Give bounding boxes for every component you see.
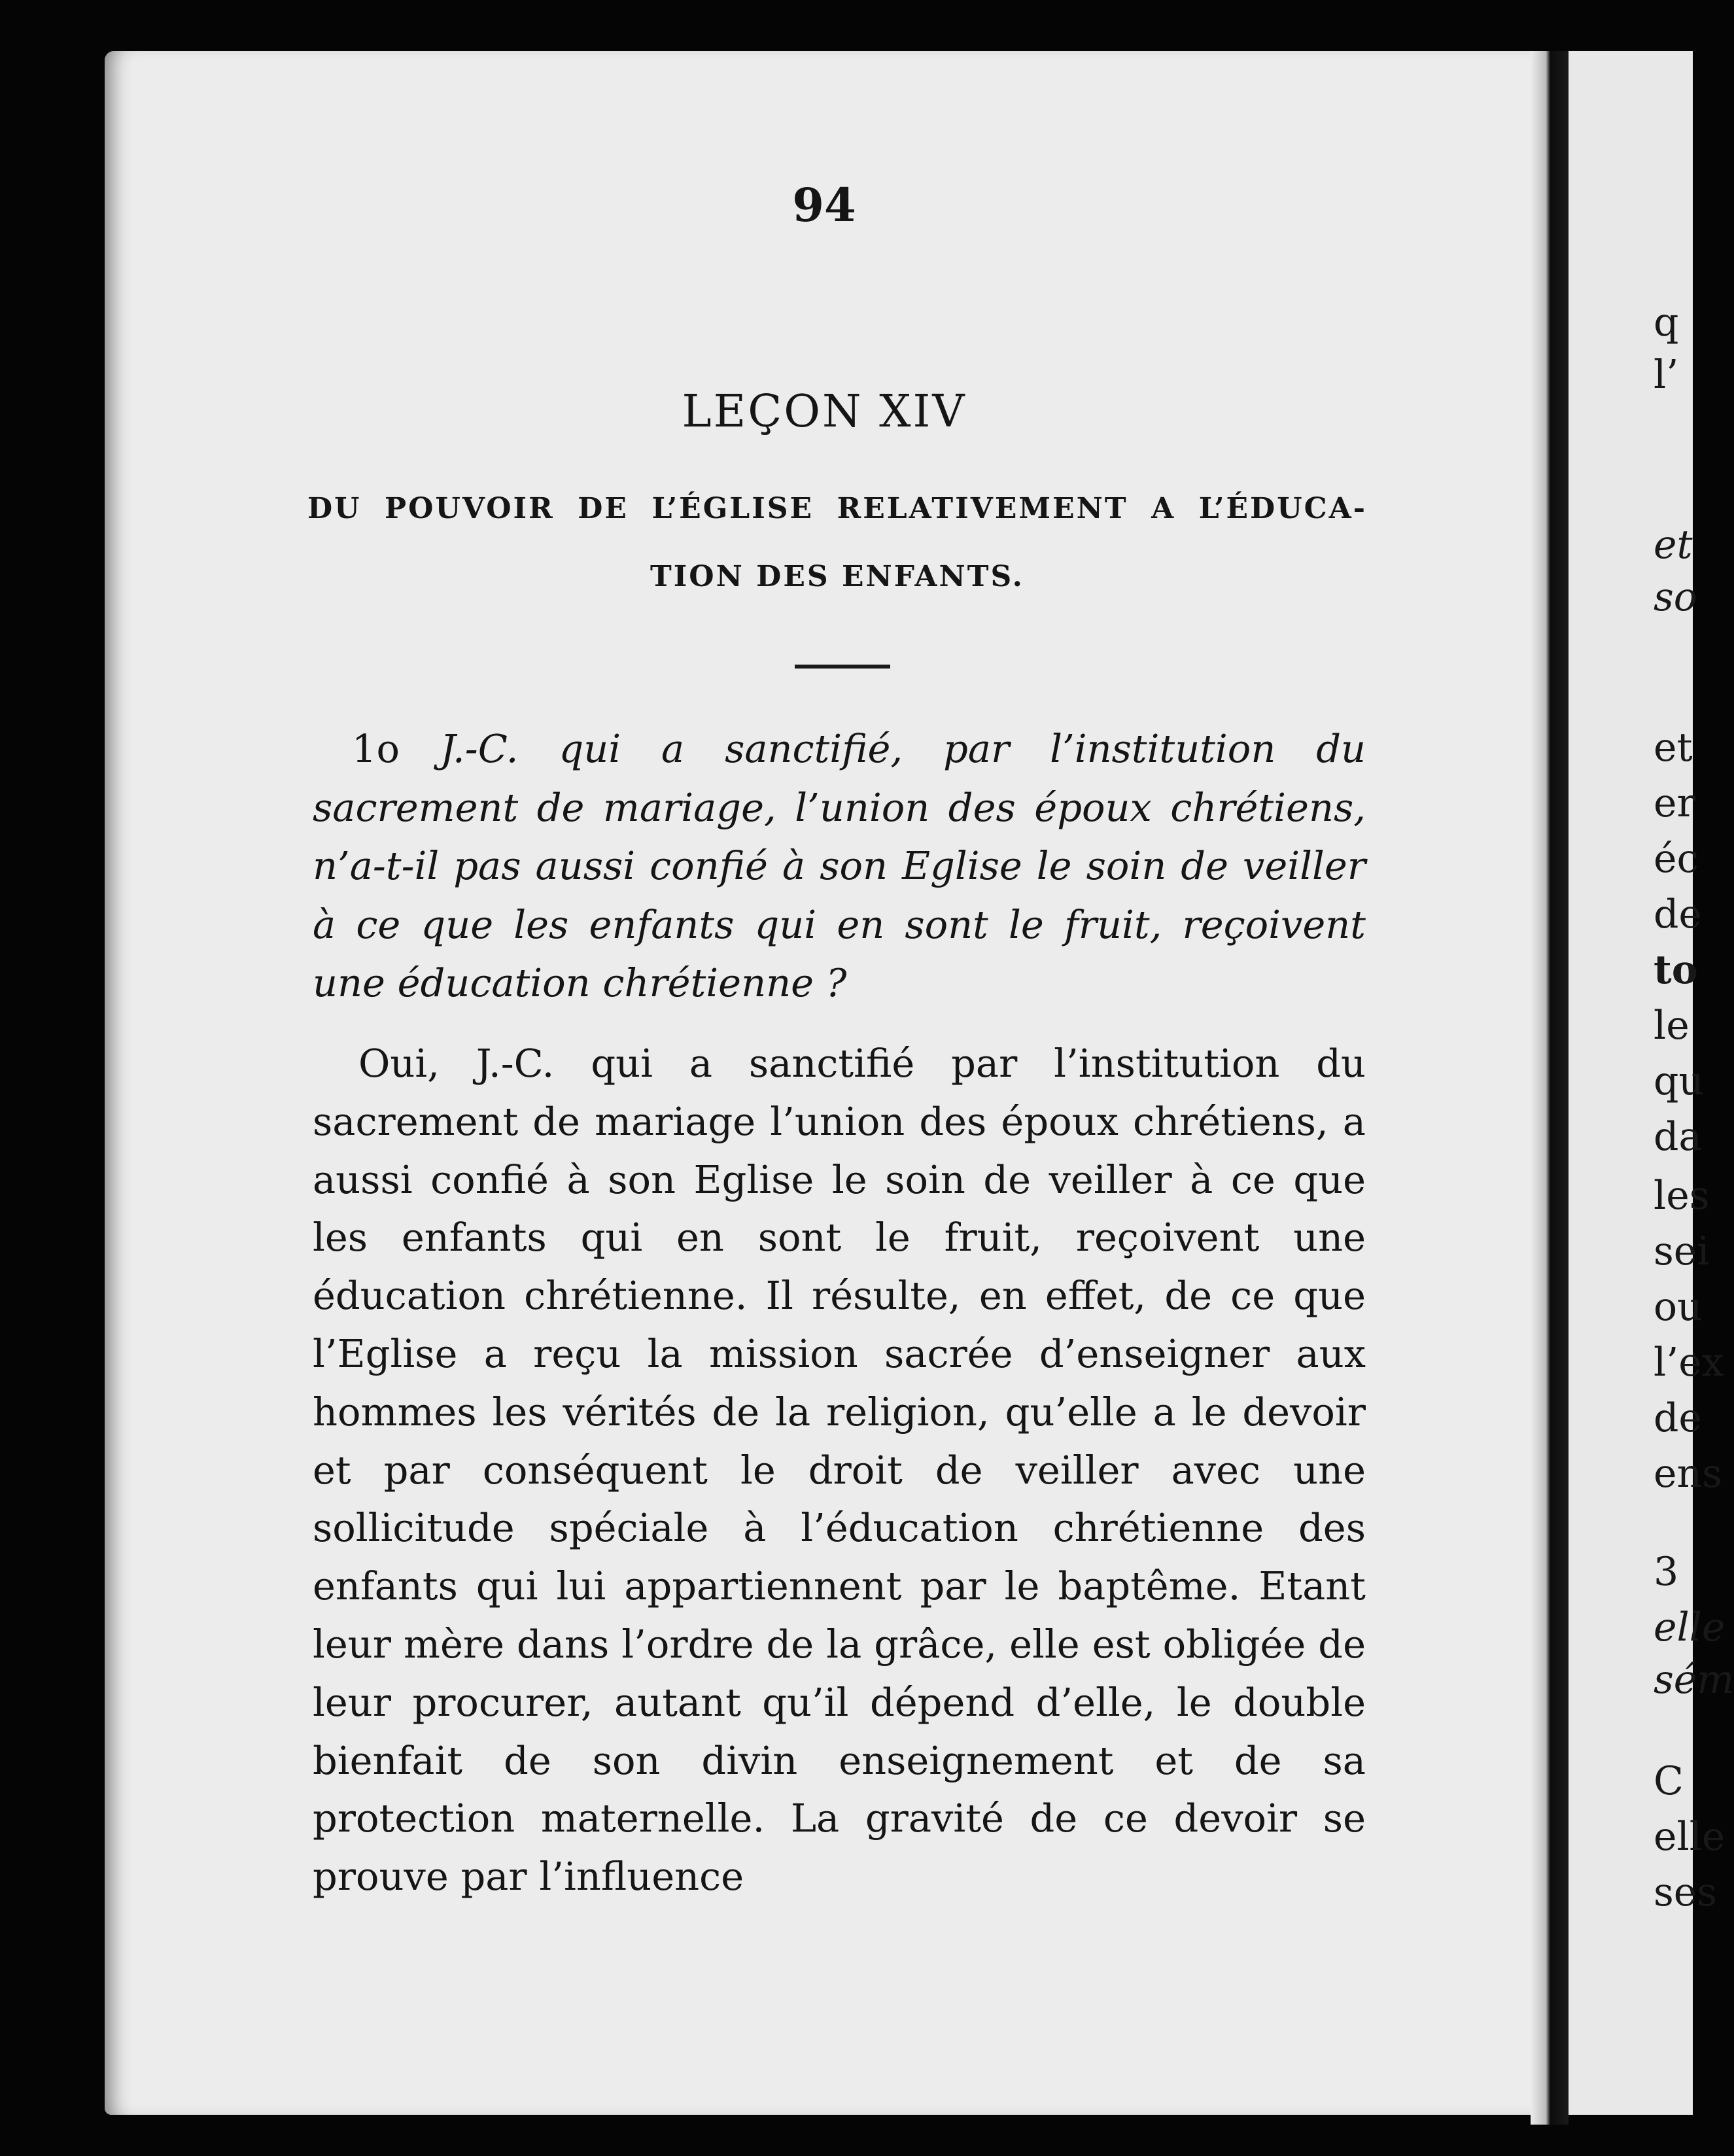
facing-fragment: q (1654, 300, 1679, 345)
question-number: 1o (352, 726, 400, 771)
facing-fragment: sei (1654, 1228, 1710, 1274)
answer-text: Oui, J.-C. qui a sanctifié par l’institution du sacrement de mariage l’union des époux chrétiens, a aussi confié à son Eglise le soin de veiller à ce que les enfants qui en sont le fruit, reçoivent une éducation chrétienne. Il résulte, en effet, de ce que l’Eglise a reçu la mission sacrée d’enseigner aux hommes les vérités de la religion, qu’elle a le devoir et par conséquent le droit de veiller avec une sollicitude spéciale à l’éducation chrétienne des enfants qui lui appartiennent par le baptême. Etant leur mère dans l’ordre de la grâce, elle est obligée de leur procurer, autant qu’il dépend d’elle, le double bienfait de son divin enseignement et de sa protection maternelle. La gravité de ce devoir se prouve par l’influence (313, 1041, 1366, 1900)
facing-fragment: et (1654, 522, 1693, 568)
facing-fragment: éc (1654, 836, 1699, 882)
facing-fragment: ou (1654, 1284, 1703, 1330)
facing-fragment: so (1654, 574, 1697, 620)
facing-fragment: 3 (1654, 1549, 1679, 1595)
facing-fragment: et (1654, 725, 1693, 771)
facing-fragment: de (1654, 892, 1702, 937)
facing-fragment: sém (1654, 1657, 1734, 1703)
facing-fragment: C (1654, 1758, 1684, 1804)
answer-paragraph (313, 1035, 1366, 1906)
lesson-subtitle-line2: TION DES ENFANTS. (650, 560, 1025, 593)
facing-fragment: de (1654, 1395, 1702, 1441)
section-divider (795, 665, 890, 669)
facing-fragment: le (1654, 1003, 1690, 1049)
facing-fragment: ens (1654, 1451, 1722, 1497)
facing-fragment: elle (1654, 1605, 1725, 1650)
facing-fragment: to (1654, 947, 1698, 993)
lesson-subtitle-line1: DU POUVOIR DE L’ÉGLISE RELATIVEMENT A L’ÉDUCA- (307, 492, 1367, 525)
facing-fragment: er (1654, 780, 1696, 826)
question-paragraph (313, 720, 1366, 1013)
facing-fragment: elle (1654, 1814, 1725, 1860)
question-text: J.-C. qui a sanctifié, par l’institution du sacrement de mariage, l’union des époux chrétiens, n’a-t-il pas aussi confié à son Eglise le soin de veiller à ce que les enfants qui en sont le fruit, reçoivent une éducation chrétienne ? (313, 726, 1366, 1005)
facing-fragment: qu (1654, 1058, 1705, 1104)
book-gutter (1531, 51, 1569, 2125)
page-number: 94 (792, 178, 856, 232)
facing-fragment: l’ex (1654, 1340, 1724, 1385)
facing-fragment: l’ (1654, 352, 1679, 398)
facing-fragment: les (1654, 1173, 1710, 1219)
facing-fragment: da (1654, 1114, 1703, 1160)
facing-fragment: ses (1654, 1869, 1718, 1915)
right-page-edge (1569, 51, 1734, 2115)
lesson-title: LEÇON XIV (682, 386, 967, 438)
